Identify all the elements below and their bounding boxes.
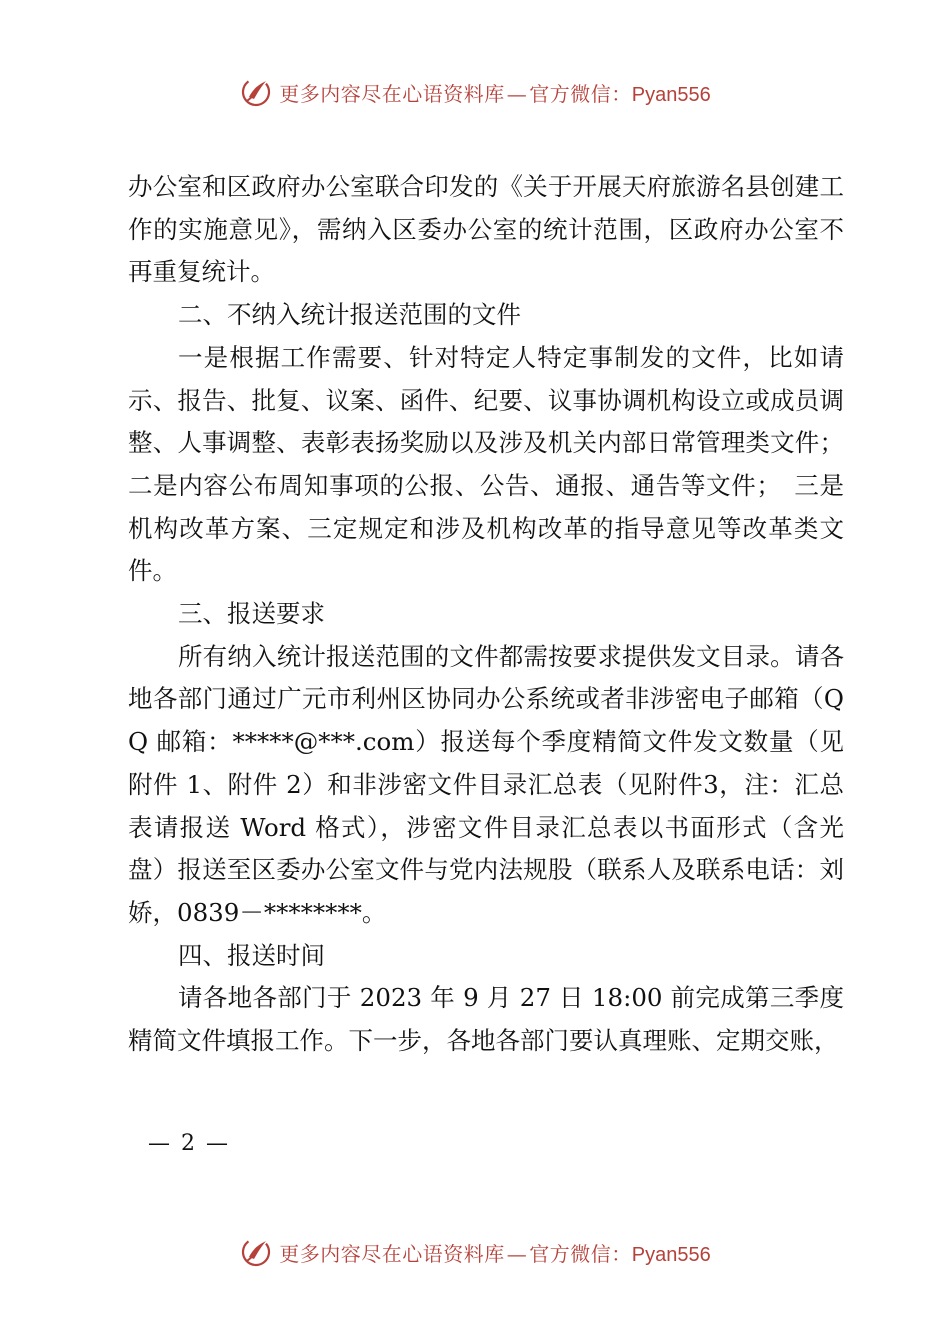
section-heading-2: 二、不纳入统计报送范围的文件 [178, 300, 521, 330]
section-heading-4: 四、报送时间 [178, 940, 325, 970]
watermark-header [0, 72, 950, 112]
watermark-text: 更多内容尽在心语资料库 — 官方微信：Pyan556 [279, 1241, 711, 1266]
paragraph-continuation: 办公室和区政府办公室联合印发的《关于开展天府旅游名县创建工作的实施意见》，需纳入区委办公室的统计范围，区政府办公室不再重复统计。 [128, 172, 844, 287]
page-number: — 2 — [148, 1131, 230, 1156]
paragraph-submission-requirements: 所有纳入统计报送范围的文件都需按要求提供发文目录。请各地各部门通过广元市利州区协同办公系统或者非涉密电子邮箱（QQ 邮箱：*****@***.com）报送每个季度精简文件发文数量（见附件 1、附件 2）和非涉密文件目录汇总表（见附件3，注：汇总表请报送 Word 格式），涉密文件目录汇总表以书面形式（含光盘）报送至区委办公室文件与党内法规股（联系人及联系电话：刘娇，0839－********。 [128, 641, 844, 927]
document-body [128, 166, 844, 1063]
watermark-text: 更多内容尽在心语资料库 — 官方微信：Pyan556 [279, 81, 711, 106]
watermark-footer [0, 1232, 950, 1272]
paragraph-excluded-files: 一是根据工作需要、针对特定人特定事制发的文件，比如请示、报告、批复、议案、函件、纪要、议事协调机构设立或成员调整、人事调整、表彰表扬奖励以及涉及机关内部日常管理类文件；二是内容公布周知事项的公报、公告、通报、通告等文件； 三是机构改革方案、三定规定和涉及机构改革的指导意见等改革类文件。 [128, 342, 844, 586]
section-heading-3: 三、报送要求 [178, 599, 325, 629]
paragraph-submission-time: 请各地各部门于 2023 年 9 月 27 日 18:00 前完成第三季度精简文件填报工作。下一步，各地各部门要认真理账、定期交账， [128, 983, 844, 1056]
brush-logo-icon [239, 1235, 273, 1269]
brush-logo-icon [239, 75, 273, 109]
